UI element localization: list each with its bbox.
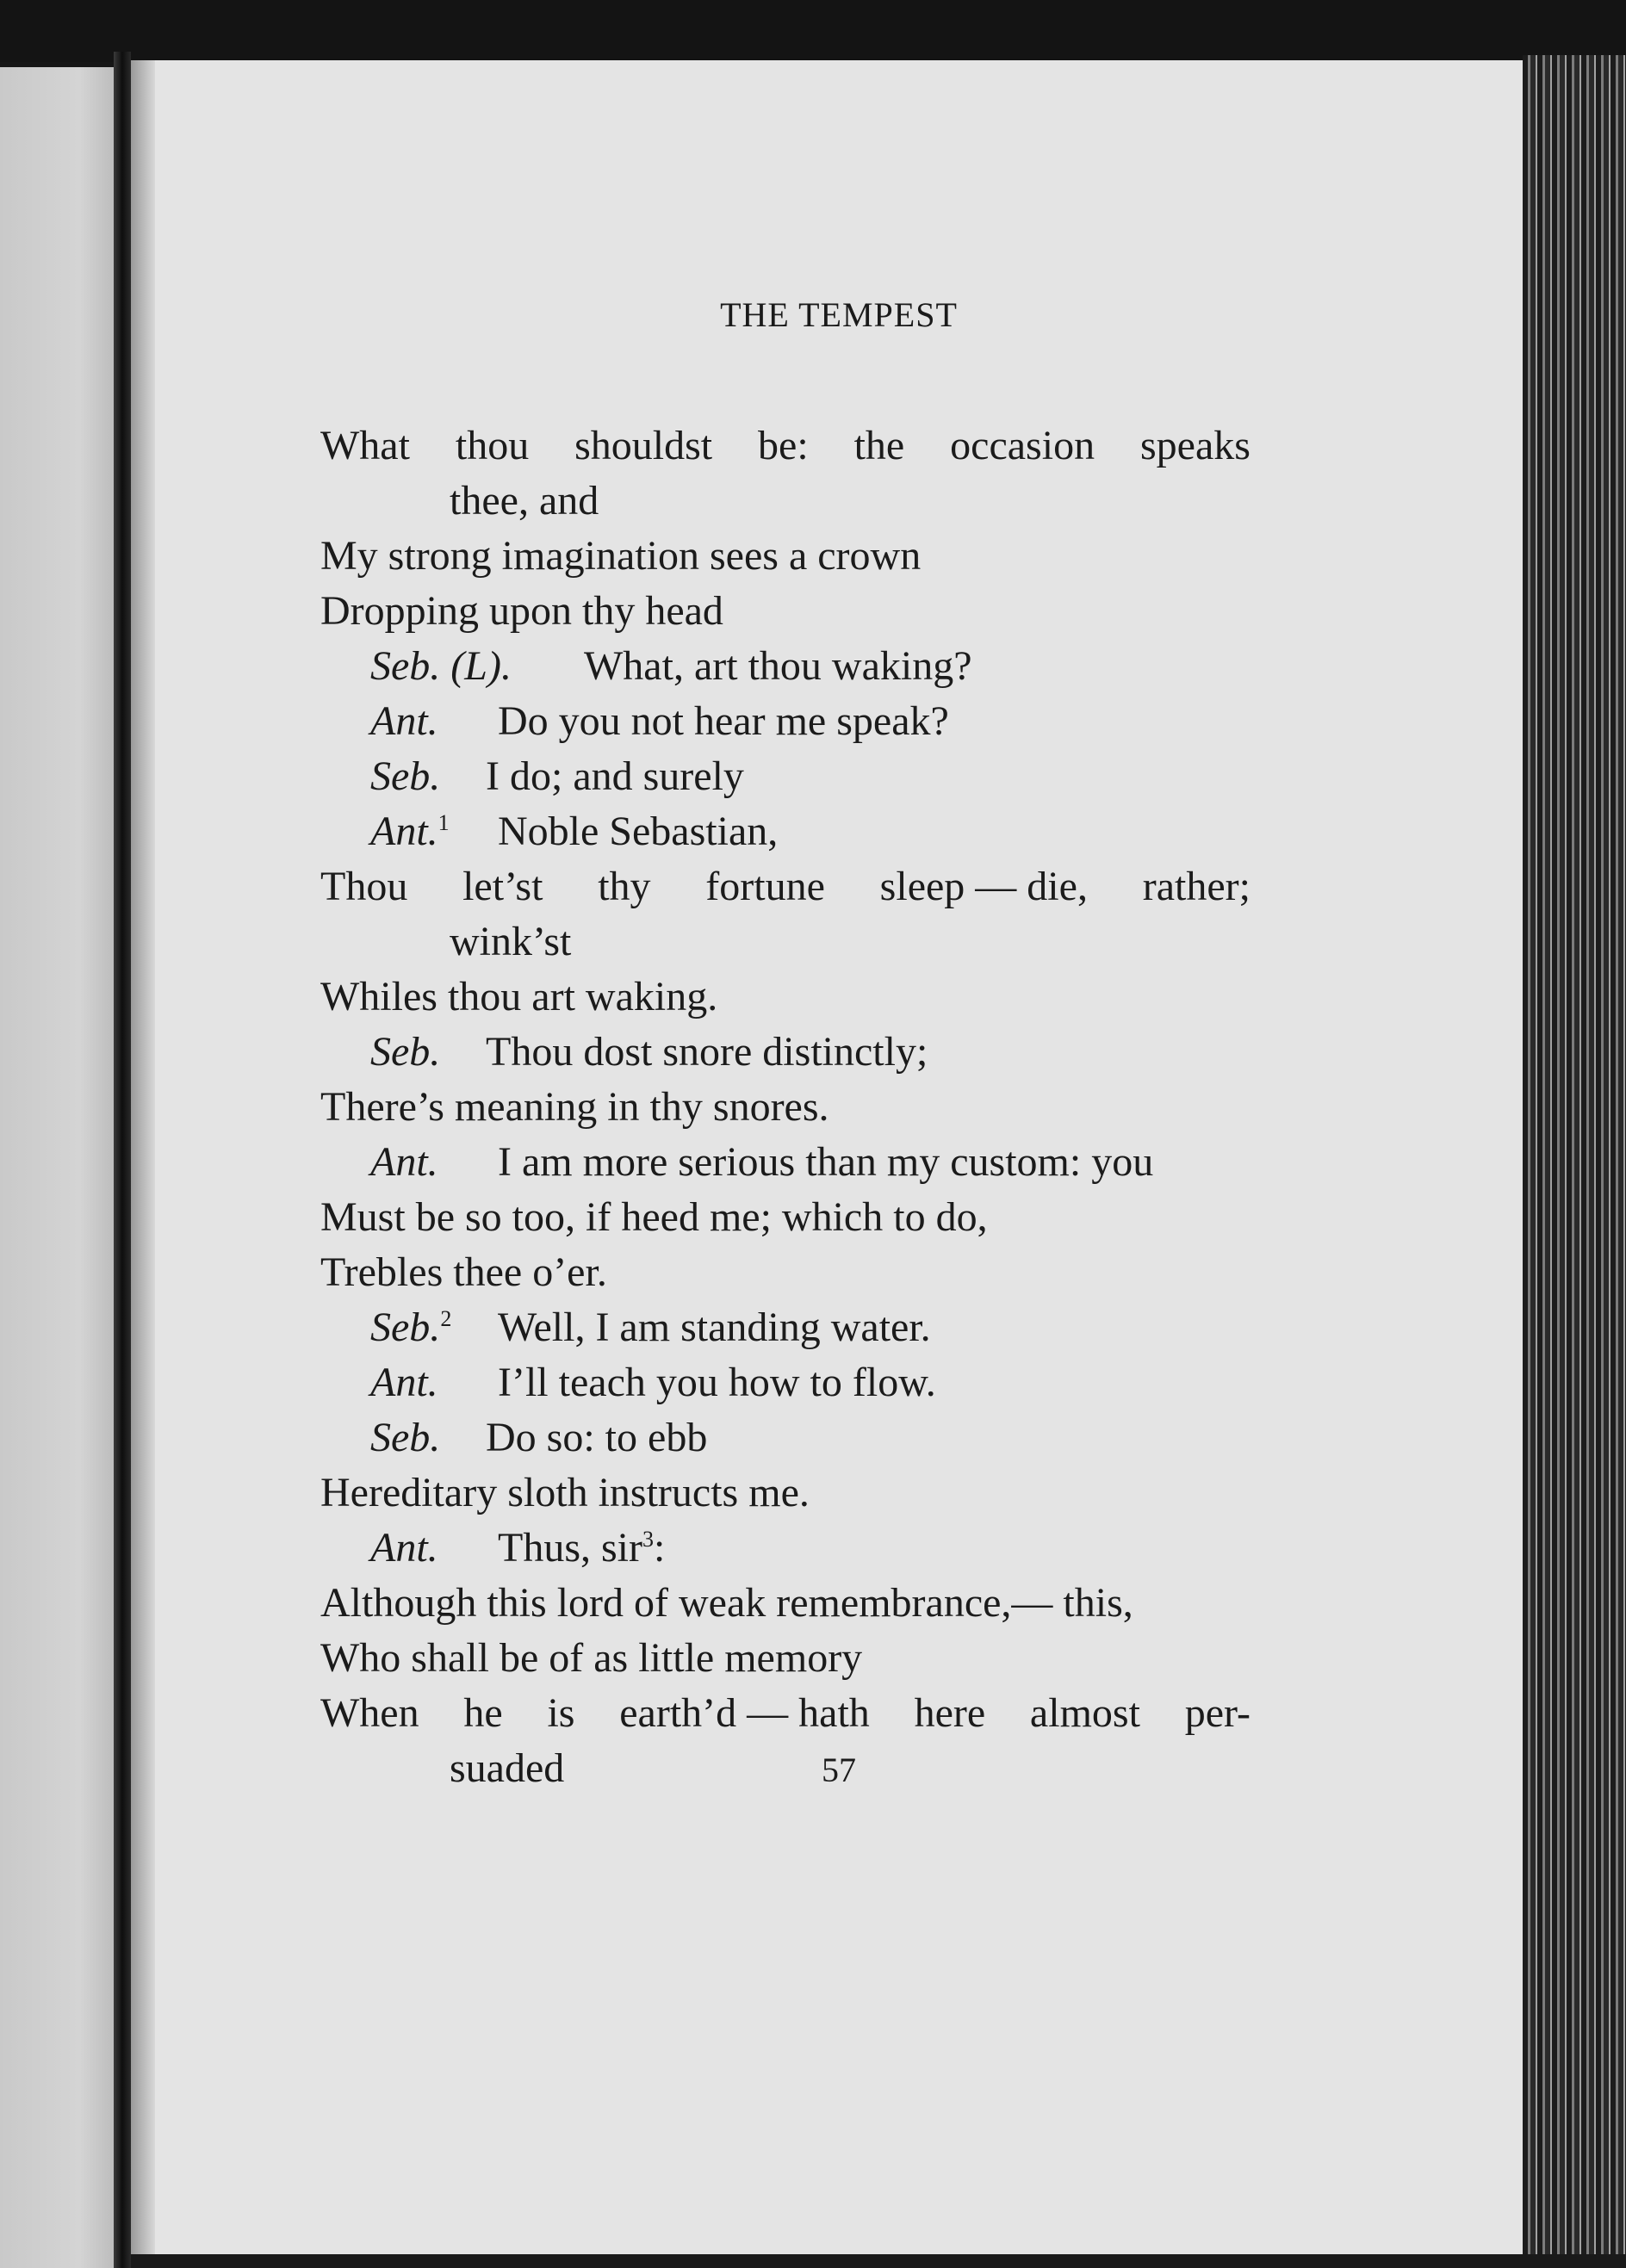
- word: is: [547, 1690, 575, 1736]
- book-gutter: [114, 52, 131, 2268]
- speaker-label: Seb.: [370, 1304, 441, 1350]
- speech-text: Do you not hear me speak?: [498, 698, 949, 744]
- speech-line: [320, 1521, 1251, 1576]
- speaker-name: [370, 1300, 498, 1355]
- footnote-marker: 3: [642, 1527, 654, 1552]
- scan-top-border: [0, 0, 1626, 62]
- verse-line-continuation: wink’st: [450, 919, 572, 964]
- verse-line: [320, 418, 1251, 474]
- verse-line: There’s meaning in thy snores.: [320, 1084, 829, 1130]
- speech-line: [320, 1355, 1251, 1410]
- word: here: [914, 1690, 986, 1736]
- word: rather;: [1142, 864, 1251, 909]
- speech-line: [320, 1025, 1251, 1080]
- word: the: [853, 423, 905, 468]
- word: per-: [1184, 1690, 1251, 1736]
- speech-line: [320, 639, 1251, 694]
- speech-text: Thus, sir: [498, 1525, 642, 1571]
- speech-text: I do; and surely: [486, 753, 744, 799]
- speech-text: Do so: to ebb: [486, 1415, 708, 1460]
- word: Thou: [320, 864, 408, 909]
- word: speaks: [1139, 423, 1251, 468]
- speech-line: [320, 694, 1251, 749]
- book-page: [155, 60, 1523, 2254]
- running-head: THE TEMPEST: [720, 295, 958, 334]
- word: shouldst: [574, 423, 713, 468]
- speaker-name: Seb.: [370, 1415, 441, 1460]
- speech-line: [320, 1410, 1251, 1466]
- verse-line: Hereditary sloth instructs me.: [320, 1470, 810, 1515]
- page-fore-edge: [1523, 55, 1626, 2268]
- speech-text: I’ll teach you how to flow.: [498, 1360, 936, 1405]
- speaker-name: Ant.: [370, 1525, 438, 1571]
- speaker-name: Seb. (L).: [370, 643, 512, 689]
- verse-line: Who shall be of as little memory: [320, 1635, 863, 1681]
- verse-line: My strong imagination sees a crown: [320, 533, 922, 579]
- word: almost: [1029, 1690, 1140, 1736]
- speech-text: Noble Sebastian,: [498, 809, 779, 854]
- speech-text: Thou dost snore distinctly;: [486, 1029, 928, 1075]
- speech-line: [320, 1135, 1251, 1190]
- word: fortune: [705, 864, 825, 909]
- speech-text: What, art thou waking?: [584, 643, 972, 689]
- speaker-name: Ant.: [370, 1360, 438, 1405]
- page-inner-margin: [131, 60, 155, 2268]
- page-number: 57: [822, 1751, 856, 1789]
- footnote-marker: 2: [440, 1306, 452, 1331]
- speaker-name: [370, 804, 498, 859]
- speaker-label: Ant.: [370, 809, 438, 854]
- verse-line: [320, 1686, 1251, 1741]
- speech-text: Well, I am standing water.: [498, 1304, 931, 1350]
- play-text: [320, 418, 1251, 1796]
- verse-line-continuation: thee, and: [450, 478, 599, 524]
- word: thou: [455, 423, 530, 468]
- word: When: [320, 1690, 419, 1736]
- facing-page-edge: [0, 67, 114, 2268]
- word: sleep — die,: [879, 864, 1088, 909]
- speaker-name: Seb.: [370, 753, 441, 799]
- speaker-name: Ant.: [370, 698, 438, 744]
- speech-text-punctuation: :: [654, 1525, 666, 1571]
- word: What: [320, 423, 410, 468]
- speech-line: [320, 749, 1251, 804]
- speech-text: I am more serious than my custom: you: [498, 1139, 1154, 1185]
- speaker-name: Seb.: [370, 1029, 441, 1075]
- word: earth’d — hath: [619, 1690, 870, 1736]
- word: be:: [758, 423, 809, 468]
- scan-bottom-border: [131, 2254, 1626, 2268]
- word: he: [463, 1690, 503, 1736]
- word: thy: [598, 864, 651, 909]
- verse-line: [320, 859, 1251, 914]
- word: occasion: [950, 423, 1095, 468]
- verse-line: Must be so too, if heed me; which to do,: [320, 1194, 988, 1240]
- footnote-marker: 1: [438, 810, 450, 835]
- verse-line: Whiles thou art waking.: [320, 974, 718, 1019]
- speech-line: [320, 804, 1251, 859]
- speaker-name: Ant.: [370, 1139, 438, 1185]
- verse-line: Trebles thee o’er.: [320, 1249, 607, 1295]
- speech-line: [320, 1300, 1251, 1355]
- verse-line: Dropping upon thy head: [320, 588, 723, 634]
- word: let’st: [462, 864, 543, 909]
- verse-line-continuation: suaded: [450, 1745, 565, 1791]
- verse-line: Although this lord of weak remembrance,— this,: [320, 1580, 1133, 1626]
